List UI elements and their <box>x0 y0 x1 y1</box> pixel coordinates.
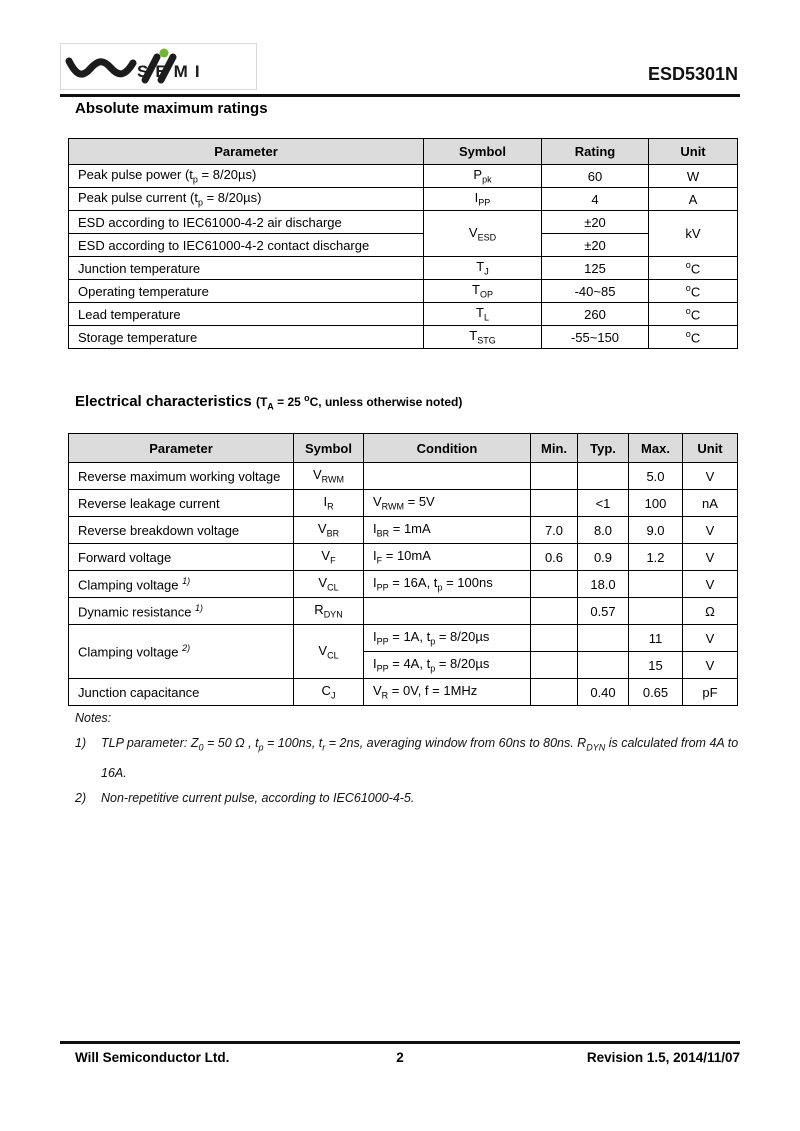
table-row <box>69 234 738 257</box>
table-row <box>69 280 738 303</box>
table-row <box>69 188 738 211</box>
table-cell <box>629 571 683 598</box>
table-cell <box>578 652 629 679</box>
table-cell: 11 <box>629 625 683 652</box>
table-cell: Ω <box>683 598 738 625</box>
note-item <box>75 786 743 811</box>
column-header: Symbol <box>294 434 364 463</box>
table-cell: V <box>683 652 738 679</box>
table-cell: 5.0 <box>629 463 683 490</box>
table-cell: 18.0 <box>578 571 629 598</box>
table-cell <box>578 625 629 652</box>
table-cell: A <box>649 188 738 211</box>
table-cell: Peak pulse current $(t_p = 8/20\mu s)$ <box>69 188 424 211</box>
page-footer <box>60 1041 740 1065</box>
table-cell: $I_F = 10mA$ <box>364 544 531 571</box>
column-header: Condition <box>364 434 531 463</box>
table-cell: 4 <box>542 188 649 211</box>
table-cell: Forward voltage <box>69 544 294 571</box>
table-cell: V <box>683 625 738 652</box>
table-cell: $^o$C <box>649 303 738 326</box>
column-header: Parameter <box>69 139 424 165</box>
table-cell: 0.9 <box>578 544 629 571</box>
logo-green-dot-icon <box>160 49 169 58</box>
table-cell <box>531 679 578 706</box>
table-cell: V <box>683 571 738 598</box>
part-number: ESD5301N <box>647 64 738 84</box>
table-cell: ESD according to IEC61000-4-2 air discharge <box>69 211 424 234</box>
abs-max-section-title <box>75 100 268 117</box>
table-cell: $^o$C <box>649 257 738 280</box>
note-text: TLP parameter: $Z_0 = 50$ Ω , $t_p = 100ns$, $t_r = 2ns$, averaging window from 60ns to 80ns. $R_{DYN}$ is calculated from 4A to 16A. <box>101 736 739 780</box>
table-row <box>69 598 738 625</box>
company-logo <box>60 43 257 90</box>
header-row <box>69 434 738 463</box>
column-header: Unit <box>683 434 738 463</box>
table-cell: Lead temperature <box>69 303 424 326</box>
table-cell: ±20 <box>542 211 649 234</box>
table-cell: $T_J$ <box>424 257 542 280</box>
table-cell <box>531 463 578 490</box>
table-cell: kV <box>649 211 738 257</box>
table-cell: $^o$C <box>649 326 738 349</box>
table-row <box>69 326 738 349</box>
column-header: Rating <box>542 139 649 165</box>
table-cell: Peak pulse power $(t_p = 8/20\mu s)$ <box>69 165 424 188</box>
footer-revision: Revision 1.5, 2014/11/07 <box>586 1050 740 1065</box>
table-cell: V <box>683 544 738 571</box>
table-cell <box>531 571 578 598</box>
logo-semi-text: SEMI <box>137 62 207 81</box>
elec-char-section-title <box>75 393 462 411</box>
column-header: Symbol <box>424 139 542 165</box>
table-cell: 100 <box>629 490 683 517</box>
table-cell: W <box>649 165 738 188</box>
table-cell: -55~150 <box>542 326 649 349</box>
table-cell: $T_L$ <box>424 303 542 326</box>
table-cell: $V_{RWM} = 5V$ <box>364 490 531 517</box>
note-number: 2) <box>75 790 87 805</box>
table-cell: Reverse breakdown voltage <box>69 517 294 544</box>
table-cell <box>531 625 578 652</box>
table-cell: Reverse leakage current <box>69 490 294 517</box>
table-row <box>69 490 738 517</box>
table-row <box>69 211 738 234</box>
table-cell: 8.0 <box>578 517 629 544</box>
table-cell: <1 <box>578 490 629 517</box>
table-cell: ESD according to IEC61000-4-2 contact discharge <box>69 234 424 257</box>
notes-list <box>75 731 743 811</box>
absolute-maximum-ratings-table <box>68 138 738 349</box>
table-cell: -40~85 <box>542 280 649 303</box>
elec-char-title-condition: ($T_A = 25$ $^o$C, unless otherwise noted) <box>255 393 463 412</box>
table-cell: Junction capacitance <box>69 679 294 706</box>
table-cell <box>531 490 578 517</box>
table-cell: $T_{OP}$ <box>424 280 542 303</box>
table-cell: Clamping voltage $^{2)}$ <box>69 625 294 679</box>
table-cell: $V_{CL}$ <box>294 625 364 679</box>
table-row <box>69 679 738 706</box>
abs-max-title-text: Absolute maximum ratings <box>75 100 268 117</box>
footer-company: Will Semiconductor Ltd. <box>75 1050 230 1065</box>
table-cell: Reverse maximum working voltage <box>69 463 294 490</box>
table-cell: $R_{DYN}$ <box>294 598 364 625</box>
notes-label: Notes: <box>75 711 112 725</box>
table-cell: nA <box>683 490 738 517</box>
table-cell: V <box>683 463 738 490</box>
table-row <box>69 544 738 571</box>
table-cell: $I_{PP} = 4A$, $t_p = 8/20\mu s$ <box>364 652 531 679</box>
table-row <box>69 571 738 598</box>
table-cell: $V_{RWM}$ <box>294 463 364 490</box>
table-cell: 0.57 <box>578 598 629 625</box>
table-cell: 60 <box>542 165 649 188</box>
table-cell: $V_{ESD}$ <box>424 211 542 257</box>
note-item <box>75 731 743 786</box>
table-cell: V <box>683 517 738 544</box>
elec-char-title-text: Electrical characteristics <box>75 393 256 410</box>
table-cell: $I_R$ <box>294 490 364 517</box>
table-cell: ±20 <box>542 234 649 257</box>
table-cell: 0.6 <box>531 544 578 571</box>
table-cell <box>364 463 531 490</box>
table-cell: 0.40 <box>578 679 629 706</box>
table-cell: Storage temperature <box>69 326 424 349</box>
table-row <box>69 165 738 188</box>
table-cell: $I_{BR} = 1mA$ <box>364 517 531 544</box>
table-row <box>69 303 738 326</box>
table-cell: 260 <box>542 303 649 326</box>
table-cell: 125 <box>542 257 649 280</box>
column-header: Parameter <box>69 434 294 463</box>
table-cell: $I_{PP}$ <box>424 188 542 211</box>
table-cell: $V_R = 0V$, f = 1MHz <box>364 679 531 706</box>
electrical-characteristics-table <box>68 433 738 706</box>
column-header: Unit <box>649 139 738 165</box>
table-cell: pF <box>683 679 738 706</box>
table-cell: Operating temperature <box>69 280 424 303</box>
table-cell: Dynamic resistance $^{1)}$ <box>69 598 294 625</box>
column-header: Min. <box>531 434 578 463</box>
column-header: Typ. <box>578 434 629 463</box>
table-cell: $^o$C <box>649 280 738 303</box>
table-row <box>69 625 738 652</box>
footer-page-number: 2 <box>396 1050 404 1065</box>
table-cell: $V_F$ <box>294 544 364 571</box>
table-cell: $V_{BR}$ <box>294 517 364 544</box>
table-cell: $T_{STG}$ <box>424 326 542 349</box>
table-cell <box>364 598 531 625</box>
notes-section <box>75 711 743 811</box>
note-number: 1) <box>75 736 87 750</box>
table-cell: 1.2 <box>629 544 683 571</box>
table-cell: $C_J$ <box>294 679 364 706</box>
table-row <box>69 257 738 280</box>
table-cell: 0.65 <box>629 679 683 706</box>
table-cell: Junction temperature <box>69 257 424 280</box>
table-cell: 15 <box>629 652 683 679</box>
table-cell: $I_{PP} = 16A$, $t_p = 100ns$ <box>364 571 531 598</box>
table-cell <box>531 598 578 625</box>
table-cell: $I_{PP} = 1A$, $t_p = 8/20\mu s$ <box>364 625 531 652</box>
table-row <box>69 517 738 544</box>
table-cell: $V_{CL}$ <box>294 571 364 598</box>
table-cell: $P_{pk}$ <box>424 165 542 188</box>
column-header: Max. <box>629 434 683 463</box>
table-cell: 7.0 <box>531 517 578 544</box>
table-row <box>69 463 738 490</box>
table-cell: 9.0 <box>629 517 683 544</box>
table-cell <box>629 598 683 625</box>
header-row <box>69 139 738 165</box>
table-cell: Clamping voltage $^{1)}$ <box>69 571 294 598</box>
header-rule <box>60 94 740 97</box>
table-cell <box>578 463 629 490</box>
note-text: Non-repetitive current pulse, according to IEC61000-4-5. <box>101 790 415 805</box>
table-cell <box>531 652 578 679</box>
